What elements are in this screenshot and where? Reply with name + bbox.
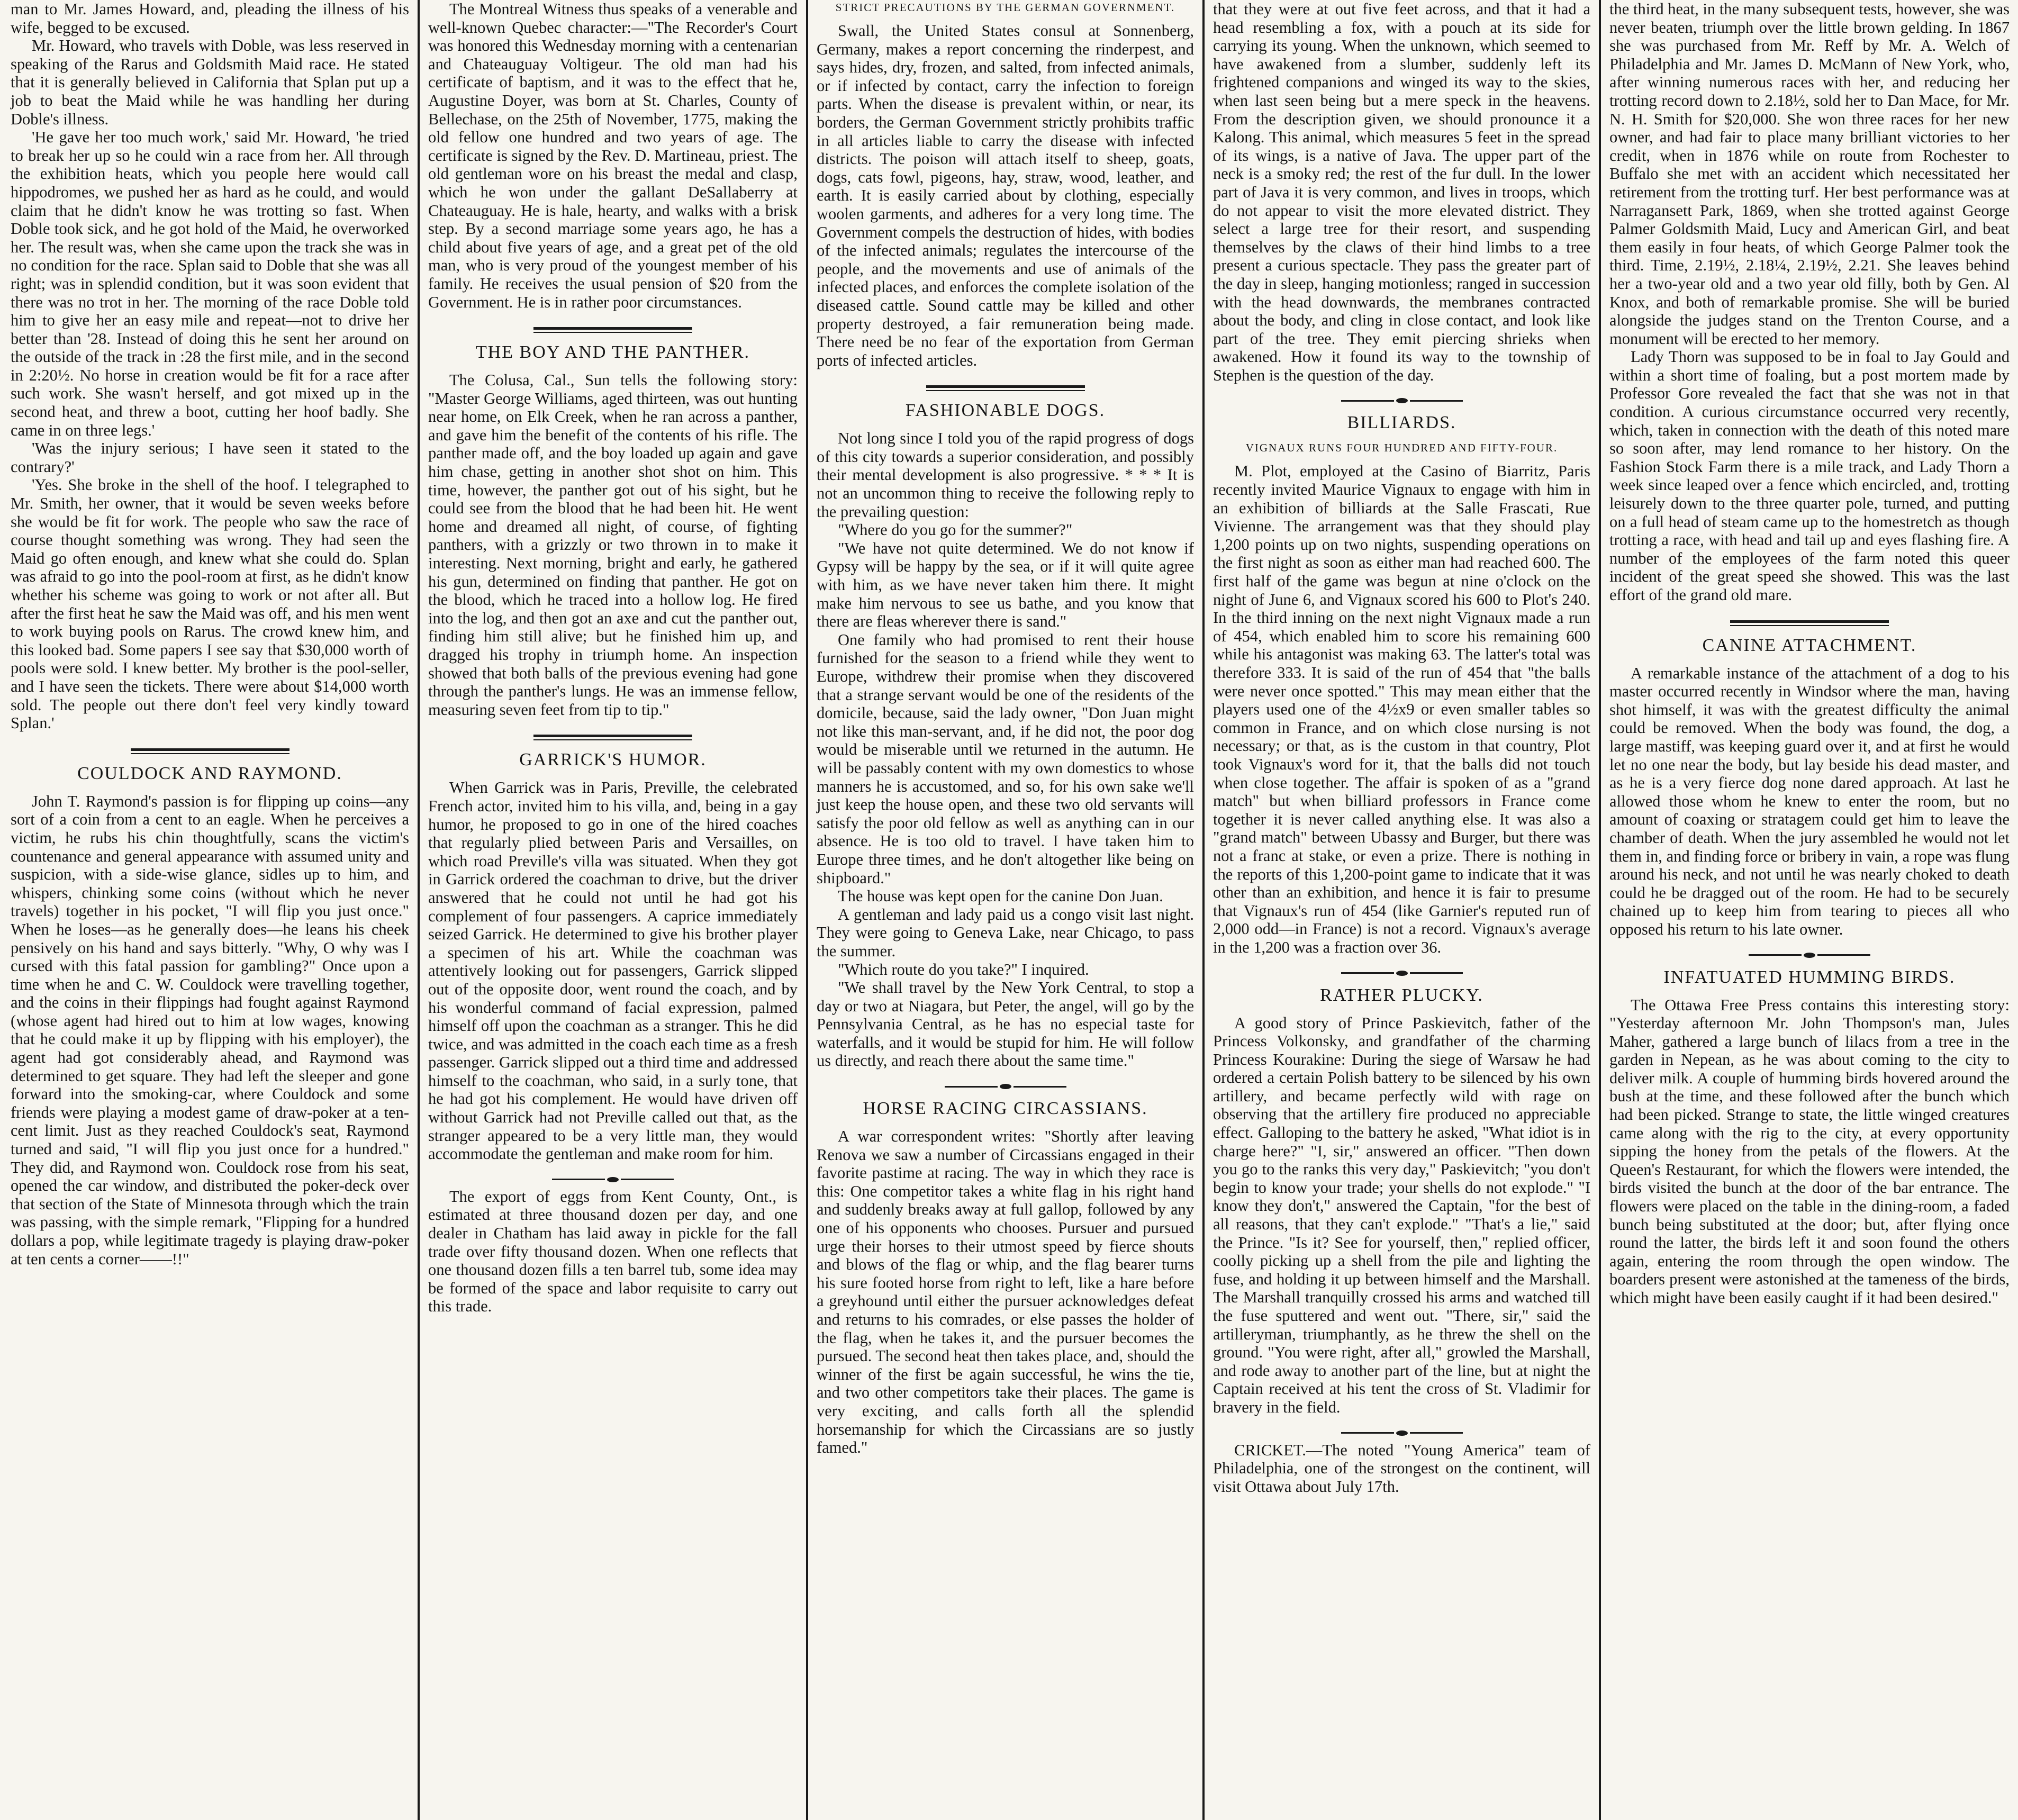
article-paragraph: that they were at out five feet across, and that it had a head resembling a fox, with a pouch at its side for carrying its young. When the unknown, which seemed to have awakened from a slumber, suddenly left its frightened companions and winged its way to the skies, when last seen being but a mere speck in the heavens. From the description given, we should pronounce it a Kalong. This animal, which measures 5 feet in the spread of its wings, is a native of Java. The upper part of the neck is a smoky red; the rest of the fur dull. In the lower part of Java it is very common, and lives in troops, which do not appear to visit the more elevated district. They select a large tree for their resort, and suspending themselves by the claws of their hind limbs to a tree present a curious spectacle. They pass the greater part of the day in sleep, hanging motionless; ranged in succession with the head downwards, the membranes contracted about the body, and cling in close contact, and look like part of the tree. They emit piercing shrieks when awakened. How it found its way to the township of Stephen is the question of the day.	[1213, 0, 1590, 384]
article-paragraph: man to Mr. James Howard, and, pleading the illness of his wife, begged to be excused.	[11, 0, 409, 37]
column-2	[420, 0, 806, 1820]
article-paragraph: The export of eggs from Kent County, Ont., is estimated at three thousand dozen per day, and one dealer in Chatham has laid away in pickle for the fall trade over fifty thousand dozen. When one reflects that one thousand dozen fills a ten barrel tub, some idea may be formed of the space and labor requisite to carry out this trade.	[428, 1187, 798, 1316]
article-headline: FASHIONABLE DOGS.	[905, 401, 1106, 421]
ornament-dot	[607, 1177, 619, 1182]
article-paragraph: Lady Thorn was supposed to be in foal to Jay Gould and within a short time of foaling, but a post mortem made by Professor Gore revealed the fact that she was not in that condition. A curious circumstance occurred very recently, which, taken in connection with the death of this noted mare so soon after, may lend romance to her history. On the Fashion Stock Farm there is a mile track, and Lady Thorn a week since leaped over a fence which encircled, and, trotting leisurely down to the three quarter pole, turned, and putting on a full head of steam came up to the homestretch as though trotting a race, with head and tail up and eyes flashing fire. A number of the employees of the farm noted this queer incident of the great speed she showed. This was the last effort of the grand old mare.	[1609, 348, 2010, 604]
article-paragraph: When Garrick was in Paris, Preville, the celebrated French actor, invited him to his villa, and, being in a gay humor, he proposed to go in one of the hired coaches that regularly plied between Paris and Versailles, on which road Preville's villa was situated. When they got in Garrick ordered the coachman to drive, but the driver answered that he could not until he had got his complement of four passengers. A caprice immediately seized Garrick. He determined to give his brother player a specimen of his art. While the coachman was attentively looking out for passengers, Garrick slipped out of the opposite door, went round the coach, and by his wonderful command of facial expression, palmed himself off upon the coachman as a stranger. This he did twice, and was admitted in the coach each time as a fresh passenger. Garrick slipped out a third time and addressed himself to the coachman, who said, in a surly tone, that he had got his complement. He would have driven off without Garrick had not Preville called out that, as the stranger appeared to be a very little man, they would accommodate the gentleman and make room for him.	[428, 778, 798, 1163]
article-paragraph: Mr. Howard, who travels with Doble, was less reserved in speaking of the Rarus and Goldsmith Maid race. He stated that it is generally believed in California that Splan put up a job to beat the Maid while he was handling her during Doble's illness.	[11, 37, 409, 128]
article-headline: BILLIARDS.	[1347, 413, 1456, 433]
article-paragraph: "Where do you go for the summer?"	[838, 521, 1073, 539]
article-headline: GARRICK'S HUMOR.	[519, 750, 707, 770]
ornament-dot	[1000, 1084, 1011, 1089]
article-paragraph: "We shall travel by the New York Central, to stop a day or two at Niagara, but Peter, the angel, will go by the Pennsylvania Central, as he has no especial taste for waterfalls, and it would be stupid for him. He will follow us directly, and reach there about the same time."	[817, 979, 1194, 1070]
article-subheadline: VIGNAUX RUNS FOUR HUNDRED AND FIFTY-FOUR.	[1245, 441, 1558, 455]
double-rule-divider	[1730, 620, 1889, 626]
article-paragraph: 'Yes. She broke in the shell of the hoof. I telegraphed to Mr. Smith, her owner, that it would be seven weeks before she would be fit for work. The people who saw the race of course thought something was wrong. They had seen the Maid go often enough, and knew what she could do. Splan was afraid to go into the pool-room at first, as he didn't know whether his scheme was going to work or not after all. But after the first heat he saw the Maid was off, and his men went to work buying pools on Rarus. The crowd knew him, and this looked bad. Some papers I see say that $30,000 worth of pools were sold. I knew better. My brother is the pool-seller, and I have seen the tickets. There were about $14,000 worth sold. The people out there don't feel very kindly toward Splan.'	[11, 476, 409, 732]
double-rule-divider	[533, 735, 692, 740]
article-paragraph: A remarkable instance of the attachment of a dog to his master occurred recently in Windsor where the man, having shot himself, it was with the greatest difficulty the animal could be removed. When the body was found, the dog, a large mastiff, was keeping guard over it, and at first he would let no one near the body, but lay beside his dead master, and as he is a very fierce dog none dared approach. At last he allowed those whom he knew to enter the room, but no amount of coaxing or stratagem could get him to leave the chamber of death. When the jury assembled he would not let them in, and finding force or bribery in vain, a rope was flung around his neck, and not until he was nearly choked to death could he be dragged out of the room. He had to be securely chained up to keep him from tearing to pieces all who opposed his return to his late owner.	[1609, 664, 2010, 938]
ornament-line	[1341, 1432, 1394, 1434]
article-paragraph: A gentleman and lady paid us a congo visit last night. They were going to Geneva Lake, near Chicago, to pass the summer.	[817, 905, 1194, 960]
article-headline: COULDOCK AND RAYMOND.	[77, 763, 342, 783]
ornament-line	[1410, 1432, 1463, 1434]
ornament-dot	[1396, 1430, 1408, 1436]
article-paragraph: A good story of Prince Paskievitch, father of the Princess Volkonsky, and grandfather of the charming Princess Kourakine: During the siege of Warsaw he had ordered a certain Polish battery to be silenced by his own artillery, and became perfectly wild with rage on observing that the artillery fire produced no appreciable effect. Galloping to the battery he asked, "What idiot is in charge here?" "I, sir," answered an officer. "Then down you go to the ranks this very day," Paskievitch; "you don't begin to know your trade; your shells do not explode." "I know they don't," answered the Captain, "for the best of all reasons, that they can't explode." "That's a lie," said the Prince. "Is it? See for yourself, then," replied officer, coolly picking up a shell from the pile and lighting the fuse, and holding it up between himself and the Marshall. The Marshall tranquilly crossed his arms and watched till the fuse sputtered and went out. "There, sir," said the artilleryman, triumphantly, as he threw the shell on the ground. "You were right, after all," growled the Marshall, and rode away to another part of the line, but at night the Captain received at his tent the cross of St. Vladimir for bravery in the field.	[1213, 1013, 1590, 1416]
ornament-line	[1341, 400, 1394, 402]
double-rule-divider	[533, 327, 692, 333]
double-rule-divider	[131, 748, 289, 754]
double-rule-divider	[926, 385, 1085, 391]
ornament-line	[1749, 954, 1802, 956]
article-headline: THE BOY AND THE PANTHER.	[475, 342, 750, 363]
article-subheadline: STRICT PRECAUTIONS BY THE GERMAN GOVERNMENT.	[835, 1, 1175, 14]
dash-ornament-divider	[1213, 971, 1590, 976]
dash-ornament-divider	[1213, 1430, 1590, 1436]
ornament-line	[1410, 972, 1463, 974]
dash-ornament-divider	[1213, 398, 1590, 403]
ornament-dot	[1396, 971, 1408, 976]
column-1	[2, 0, 418, 1820]
article-paragraph: M. Plot, employed at the Casino of Biarritz, Paris recently invited Maurice Vignaux to engage with him in an exhibition of billiards at the Salle Frascati, Rue Vivienne. The arrangement was that they should play 1,200 points up on two nights, suspending operations on the first night as soon as either man had reached 600. The first half of the game was begun at nine o'clock on the night of June 6, and Vignaux scored his 600 to Plot's 240. In the third inning on the next night Vignaux made a run of 454, which enabled him to score his remaining 600 while his antagonist was making 63. The latter's total was therefore 333. It is said of the run of 454 that "the balls were never once spotted." This may mean either that the players used one of the 4½x9 or even smaller tables so common in France, and on which close nursing is not necessary; or that, as is the custom in that country, Plot took Vignaux's word for it, that the balls did not touch when close together. The affair is spoken of as a "grand match" but when billiard professors in France come together it is never called anything else. It was also a "grand match" between Ubassy and Burger, but there was not a franc at stake, or even a prize. There is nothing in the reports of this 1,200-point game to indicate that it was other than an exhibition, and hence it is fair to presume that Vignaux's run of 454 (like Garnier's reputed run of 2,000 odd—in France) is not a record. Vignaux's average in the 1,200 was a fraction over 36.	[1213, 462, 1590, 956]
ornament-line	[945, 1086, 998, 1088]
ornament-line	[1410, 400, 1463, 402]
column-4	[1205, 0, 1599, 1820]
article-paragraph: 'He gave her too much work,' said Mr. Howard, 'he tried to break her up so he could win a race from her. All through the exhibition heats, which you people here would call hippodromes, we pushed her as hard as he could, and would claim that he didn't know he was trotting so fast. When Doble took sick, and he got hold of the Maid, he overworked her. The result was, when she came upon the track she was in no condition for the race. Splan said to Doble that she was all right; was in splendid condition, but it was soon evident that there was no trot in her. The morning of the race Doble told him to give her an easy mile and repeat—not to drive her better than '28. Instead of doing this he sent her around on the outside of the track in :28 the first mile, and in the second in 2:20½. No horse in creation would be fit for a race after such work. She wasn't herself, and got mixed up in the second heat, and threw a boot, cutting her hoof badly. She came in on three legs.'	[11, 128, 409, 439]
article-paragraph: Not long since I told you of the rapid progress of dogs of this city towards a superior consideration, and possibly their mental development is also progressive. * * * It is not an uncommon thing to receive the following reply to the prevailing question:	[817, 429, 1194, 521]
article-headline: RATHER PLUCKY.	[1320, 985, 1483, 1005]
ornament-dot	[1804, 953, 1815, 958]
ornament-line	[1341, 972, 1394, 974]
article-paragraph: The Colusa, Cal., Sun tells the following story: "Master George Williams, aged thirteen, was out hunting near home, on Elk Creek, when he ran across a panther, and gave him the benefit of the contents of his rifle. The panther made off, and the boy loaded up again and gave him chase, getting in another shot shot on him. This time, however, the panther got out of his sight, but he could see from the blood that he had been hit. He went home and dreamed all night, of course, of fighting panthers, with a grizzly or two thrown in to make it interesting. Next morning, bright and early, he gathered his gun, determined on finding that panther. He got on the blood, which he traced into a hollow log. He fired into the log, and then got an axe and cut the panther out, finding him still alive; but he finished him up, and dragged his trophy in triumph home. An inspection showed that both balls of the previous evening had gone through the panther's lungs. He was an immense fellow, measuring seven feet from tip to tip."	[428, 371, 798, 719]
article-paragraph: "Which route do you take?" I inquired.	[838, 960, 1089, 979]
ornament-line	[552, 1179, 605, 1180]
article-paragraph: The Montreal Witness thus speaks of a venerable and well-known Quebec character:—"The Recorder's Court was honored this Wednesday morning with a centenarian and Chateauguay Voltigeur. The old man had his certificate of baptism, and it was to the effect that he, Augustine Doyer, was born at St. Charles, County of Bellechase, on the 25th of November, 1775, making the old fellow one hundred and two years of age. The certificate is signed by the Rev. D. Martineau, priest. The old gentleman wore on his breast the medal and clasp, which he won under the gallant DeSallaberry at Chateauguay. He is hale, hearty, and walks with a brisk step. By a second marriage some years ago, he has a child about five years of age, and a great pet of the old man, who is very proud of the youngest member of his family. He receives the usual pension of $20 from the Government. He is in rather poor circumstances.	[428, 0, 798, 311]
dash-ornament-divider	[428, 1177, 798, 1182]
article-headline: HORSE RACING CIRCASSIANS.	[863, 1099, 1148, 1119]
article-paragraph: "We have not quite determined. We do not know if Gypsy will be happy by the sea, or if it will quite agree with him, as we have never taken him there. It might make him nervous to see us bathe, and you know that there are fleas wherever there is sand."	[817, 539, 1194, 631]
article-paragraph: 'Was the injury serious; I have seen it stated to the contrary?'	[11, 439, 409, 476]
article-paragraph: The Ottawa Free Press contains this interesting story: "Yesterday afternoon Mr. John Thompson's man, Jules Maher, gathered a large bunch of lilacs from a tree in the garden in Nepean, as he was about coming to the city to deliver milk. A couple of humming birds hovered around the bush at the time, and these followed after the bunch which had been picked. Strange to state, the little winged creatures came along with the rig to the city, at every opportunity sipping the honey from the petals of the flowers. At the Queen's Restaurant, for which the flowers were intended, the birds visited the bunch at the door of the bar entrance. The flowers were placed on the table in the dining-room, a faded bunch being substituted at the door; but, after flying once round the latter, the birds left it and soon found the others again, entering the room through the open window. The boarders present were astonished at the tameness of the birds, which might have been easily caught if it had been desired."	[1609, 995, 2010, 1307]
article-paragraph: A war correspondent writes: "Shortly after leaving Renova we saw a number of Circassians engaged in their favorite pastime at racing. The way in which they race is this: One competitor takes a white flag in his right hand and suddenly breaks away at full gallop, followed by any one of his opponents who chooses. Pursuer and pursued urge their horses to their utmost speed by fierce shouts and blows of the flag or whip, and the flag bearer turns his sure footed horse from right to left, like a hare before a greyhound until either the pursuer acknowledges defeat and returns to his comrades, or else passes the holder of the flag, when he takes it, and the pursuer becomes the pursued. The second heat then takes place, and, should the winner of the first be again successful, he wins the tie, and two other competitors take their places. The game is very exciting, and calls forth all the splendid horsemanship for which the Circassians are so justly famed."	[817, 1127, 1194, 1457]
ornament-line	[621, 1179, 674, 1180]
column-5	[1601, 0, 2018, 1820]
article-paragraph: One family who had promised to rent their house furnished for the season to a friend while they went to Europe, withdrew their promise when they discovered that a strange servant would be one of the residents of the domicile, because, said the lady owner, "Don Juan might not like this man-servant, and, if he did not, the poor dog would be miserable until we returned in the autumn. He will be passably content with my own domestics to whose manners he is accustomed, and so, for his own sake we'll just keep the house open, and these two old servants will satisfy the poor old fellow as well as anything can in our absence. He is too old to travel. I have taken him to Europe three times, and he don't altogether like being on shipboard."	[817, 630, 1194, 887]
article-headline: CANINE ATTACHMENT.	[1702, 635, 1917, 655]
article-paragraph: CRICKET.—The noted "Young America" team of Philadelphia, one of the strongest on the continent, will visit Ottawa about July 17th.	[1213, 1441, 1590, 1496]
column-3	[808, 0, 1202, 1820]
ornament-line	[1817, 954, 1870, 956]
article-paragraph: John T. Raymond's passion is for flipping up coins—any sort of a coin from a cent to an eagle. When he perceives a victim, he rubs his chin thoughtfully, scans the victim's countenance and general appearance with assumed unity and suspicion, with a side-wise glance, sidles up to him, and whispers, chinking some coins (without which he never travels) together in his pocket, "I will flip you just once." When he loses—as he generally does—he leans his cheek pensively on his hand and says bitterly. "Why, O why was I cursed with this fatal passion for gambling?" Once upon a time when he and C. W. Couldock were travelling together, and the coins in their flippings had fought against Raymond (whose agent had hired out to him at low wages, knowing that he could make it up by flipping with his employer), the agent had got considerably ahead, and Raymond was determined to get square. They had left the sleeper and gone forward into the smoking-car, where Couldock and some friends were playing a modest game of draw-poker at a ten-cent limit. Just as they reached Couldock's seat, Raymond turned and said, "I will flip you just once for a hundred." They did, and Raymond won. Couldock rose from his seat, opened the car window, and distributed the poker-deck over that section of the State of Minnesota through which the train was passing, with the simple remark, "Flipping for a hundred dollars a pop, while legitimate tragedy is playing draw-poker at ten cents a corner——!!"	[11, 792, 409, 1268]
dash-ornament-divider	[817, 1084, 1194, 1089]
ornament-dot	[1396, 398, 1408, 403]
article-paragraph: Swall, the United States consul at Sonnenberg, Germany, makes a report concerning the rinderpest, and says hides, dry, frozen, and salted, from infected animals, or if infected by contact, carry the infection to foreign parts. When the disease is prevalent within, or near, its borders, the German Government strictly prohibits traffic in all articles liable to carry the disease with infected districts. The poison will attach itself to sheep, goats, dogs, cats fowl, pigeons, hay, straw, wood, leather, and earth. It is easily carried about by clothing, especially woolen garments, and adheres for a very long time. The Government compels the destruction of hides, with bodies of the infected animals; regulates the intercourse of the people, and the movements and use of animals of the infected places, and enforces the complete isolation of the diseased cattle. Sound cattle may be killed and other property destroyed, a fair remuneration being made. There need be no fear of the exportation from German ports of infected articles.	[817, 22, 1194, 369]
article-paragraph: the third heat, in the many subsequent tests, however, she was never beaten, triumph over the little brown gelding. In 1867 she was purchased from Mr. Reff by Mr. A. Welch of Philadelphia and Mr. James D. McMann of New York, who, after winning numerous races with her, and reducing her trotting record down to 2.18½, sold her to Dan Mace, for Mr. N. H. Smith for $20,000. She won three races for her new owner, and had fair to place many brilliant victories to her credit, when in 1876 while on route from Rochester to Buffalo she met with an accident which necessitated her retirement from the trotting turf. Her best performance was at Narragansett Park, 1869, when she trotted against George Palmer Goldsmith Maid, Lucy and American Girl, and beat them easily in four heats, of which George Palmer took the third. Time, 2.19½, 2.18¼, 2.19½, 2.21. She leaves behind her a two-year old and a two year old filly, both by Gen. Al Knox, and both of remarkable promise. She will be buried alongside the judges stand on the Trenton Course, and a monument will be erected to her memory.	[1609, 0, 2010, 348]
article-paragraph: The house was kept open for the canine Don Juan.	[838, 887, 1163, 906]
article-headline: INFATUATED HUMMING BIRDS.	[1663, 967, 1956, 987]
dash-ornament-divider	[1609, 953, 2010, 958]
ornament-line	[1013, 1086, 1066, 1088]
